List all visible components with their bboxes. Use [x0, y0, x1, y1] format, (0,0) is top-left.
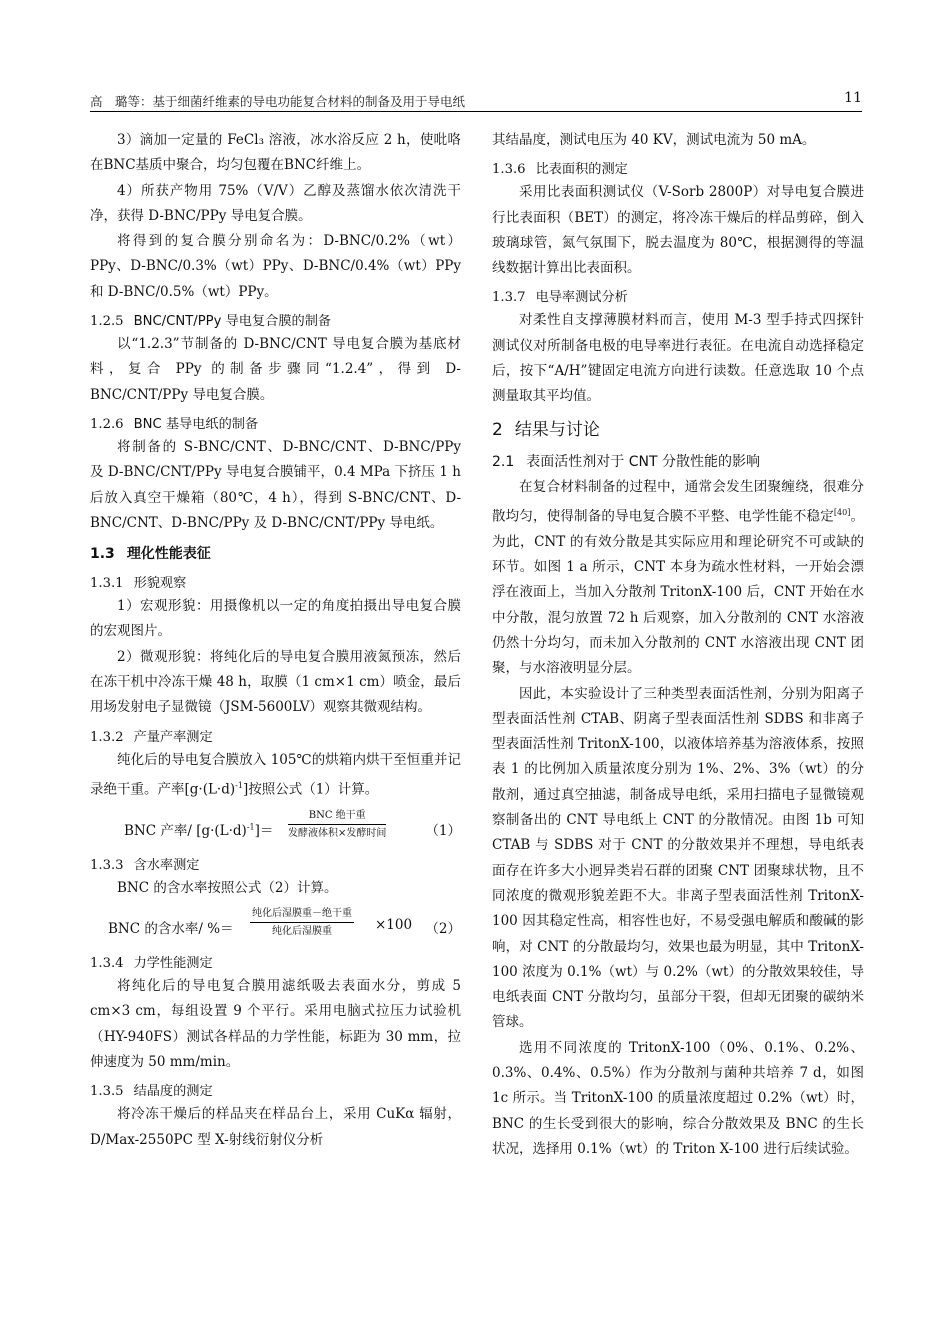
paragraph-continued: 其结晶度，测试电压为 40 KV，测试电流为 50 mA。: [492, 132, 816, 148]
heading-number: 2.1: [492, 453, 515, 470]
heading-text: 形貌观察: [133, 576, 187, 592]
heading-number: 1.3: [90, 546, 115, 563]
heading-1-3-1: [90, 574, 461, 594]
paragraph-step-4: 4）所获产物用 75%（V/V）乙醇及蒸馏水依次清洗干净，获得 D-BNC/PPy 导电复合膜。: [90, 182, 461, 224]
paragraph-1-3-6: 采用比表面积测试仪（V-Sorb 2800P）对导电复合膜进行比表面积（BET）的测定，将冷冻干燥后的样品剪碎，倒入玻璃球管，氮气氛围下，脱去温度为 80℃，根据测得的等温线数据计算出比表面积。: [492, 184, 864, 277]
fraction-numerator: BNC 绝干重: [288, 809, 386, 825]
heading-1-3-2: [90, 728, 461, 748]
text-run: ]＝: [254, 822, 274, 839]
heading-text: BNC 基导电纸的制备: [133, 416, 259, 432]
fraction-numerator: 纯化后湿膜重－绝干重: [250, 907, 354, 923]
formula-fraction: [250, 907, 354, 938]
formula-1: [90, 807, 461, 849]
paragraph-2-1-b: 因此，本实验设计了三种类型表面活性剂，分别为阳离子型表面活性剂 CTAB、阴离子型表面活性剂 SDBS 和非离子型表面活性剂 TritonX-100，以液体培养基为溶液体系，按照表 1 的比例加入质量浓度分别为 1%、2%、3%（wt）的分散剂，通过真空抽滤，制备成导电纸，采用扫描电子显微镜观察制备出的 CNT 导电纸上 CNT 的分散情况。由图 1b 可知 CTAB 与 SDBS 对于 CNT 的分散效果并不理想，导电纸表面存在许多大小迥异类岩石群的团聚 CNT 团聚球状物，且不同浓度的微观形貌差距不大。非离子型表面活性剂 TritonX-100 因其稳定性高，相容性也好，不易受强电解质和酸碱的影响，对 CNT 的分散最均匀，效果也最为明显，其中 TritonX-100 浓度为 0.1%（wt）与 0.2%（wt）的分散效果较佳，导电纸表面 CNT 分散均匀，虽部分干裂，但却无团聚的碳纳米管球。: [492, 685, 864, 1031]
paragraph-2-1-a: [492, 475, 864, 682]
superscript: -1: [235, 780, 243, 790]
heading-text: 含水率测定: [133, 857, 200, 873]
formula-2: [90, 905, 461, 947]
citation: [40]: [833, 507, 851, 517]
formula-multiplier: ×100: [375, 917, 413, 934]
heading-2: [492, 416, 864, 444]
heading-1-3: [90, 541, 461, 567]
text-run: BNC 产率/ [g·(L·d): [124, 822, 247, 839]
paragraph-macro-morphology: 1）宏观形貌：用摄像机以一定的角度拍摄出导电复合膜的宏观图片。: [90, 598, 461, 640]
paragraph-sample-names: 将得到的复合膜分别命名为：D-BNC/0.2%（wt）PPy、D-BNC/0.3%（wt）PPy、D-BNC/0.4%（wt）PPy 和 D-BNC/0.5%（wt）PPy。: [90, 233, 461, 300]
heading-number: 1.3.4: [90, 956, 124, 972]
heading-1-3-3: [90, 856, 461, 876]
paragraph-1-2-5: 以“1.2.3”节制备的 D-BNC/CNT 导电复合膜为基底材料，复合 PPy 的制备步骤同“1.2.4”，得到 D-BNC/CNT/PPy 导电复合膜。: [90, 336, 461, 403]
heading-1-3-4: [90, 954, 461, 974]
paragraph-step-3: 3）滴加一定量的 FeCl₃ 溶液，冰水浴反应 2 h，使吡咯在BNC基质中聚合，均匀包覆在BNC纤维上。: [90, 132, 461, 174]
paragraph-1-3-5: 将冷冻干燥后的样品夹在样品台上，采用 CuKα 辐射，D/Max-2550PC 型 X-射线衍射仪分析: [90, 1106, 461, 1148]
formula-lhs: BNC 的含水率/ %＝: [108, 921, 234, 938]
heading-1-3-7: [492, 288, 864, 308]
right-column: [492, 128, 864, 1162]
header-rule: [90, 111, 862, 112]
text-run: ]按照公式（1）计算。: [242, 781, 379, 798]
heading-text: 理化性能表征: [126, 546, 211, 563]
superscript: -1: [246, 822, 255, 832]
running-title: 高 璐等：基于细菌纤维素的导电功能复合材料的制备及用于导电纸: [90, 94, 466, 109]
paragraph-micro-morphology: 2）微观形貌：将纯化后的导电复合膜用液氮预冻，然后在冻干机中冷冻干燥 48 h，取膜（1 cm×1 cm）喷金，最后用场发射电子显微镜（JSM-5600LV）观察其微观结构。: [90, 648, 461, 716]
heading-number: 1.3.2: [90, 729, 124, 745]
heading-number: 1.3.7: [492, 290, 526, 306]
heading-number: 1.2.5: [90, 314, 124, 330]
heading-number: 1.2.6: [90, 416, 124, 432]
formula-lhs: [124, 819, 273, 839]
heading-text: 产量产率测定: [133, 729, 213, 745]
heading-1-3-6: [492, 160, 864, 180]
heading-1-2-5: [90, 312, 461, 332]
heading-1-2-6: [90, 415, 461, 435]
heading-text: 电导率测试分析: [535, 290, 628, 306]
heading-text: 比表面积的测定: [535, 162, 628, 178]
text-run: 。为此，CNT 的有效分散是其实际应用和理论研究不可或缺的环节。如图 1 a 所示，CNT 本身为疏水性材料，一开始会漂浮在液面上，当加入分散剂 TritonX-100 后，CNT 开始在水中分散，混匀放置 72 h 后观察，加入分散剂的 CNT 水溶液仍然十分均匀，而未加入分散剂的 CNT 水溶液出现 CNT 团聚，与水溶液明显分层。: [492, 508, 865, 677]
text-run: 纯化后的导电复合膜放入 105℃的烘箱内烘干至恒重并记录绝干重。产率[g·(L·d): [90, 751, 461, 798]
heading-number: 1.3.3: [90, 857, 124, 873]
paragraph-1-3-7: 对柔性自支撑薄膜材料而言，使用 M-3 型手持式四探针测试仪对所制备电极的电导率进行表征。在电流自动选择稳定后，按下“A/H”键固定电流方向进行读数。任意选取 10 个点测量取其平均值。: [492, 312, 864, 405]
heading-number: 1.3.6: [492, 162, 526, 178]
heading-number: 2: [492, 419, 503, 440]
running-header: [90, 86, 862, 112]
paragraph-1-3-4: 将纯化后的导电复合膜用滤纸吸去表面水分，剪成 5 cm×3 cm，每组设置 9 个平行。采用电脑式拉压力试验机（HY-940FS）测试各样品的力学性能，标距为 30 mm，拉伸速度为 50 mm/min。: [90, 978, 461, 1070]
fraction-denominator: 发酵液体积×发酵时间: [288, 827, 387, 839]
heading-text: 结晶度的测定: [133, 1084, 213, 1100]
equation-number: （1）: [425, 822, 461, 839]
heading-text: 表面活性剂对于 CNT 分散性能的影响: [526, 453, 760, 470]
equation-number: （2）: [425, 921, 461, 938]
heading-number: 1.3.5: [90, 1084, 124, 1100]
fraction-denominator: 纯化后湿膜重: [272, 926, 332, 938]
paragraph-1-3-3: BNC 的含水率按照公式（2）计算。: [117, 879, 338, 896]
heading-number: 1.3.1: [90, 576, 124, 592]
paragraph-2-1-c: 选用不同浓度的 TritonX-100（0%、0.1%、0.2%、0.3%、0.4%、0.5%）作为分散剂与菌种共培养 7 d，如图 1c 所示。当 TritonX-100 的质量浓度超过 0.2%（wt）时，BNC 的生长受到很大的影响，综合分散效果及 BNC 的生长状况，选择用 0.1%（wt）的 Triton X-100 进行后续试验。: [492, 1039, 864, 1157]
heading-text: 结果与讨论: [514, 419, 600, 440]
heading-1-3-5: [90, 1082, 461, 1102]
heading-text: BNC/CNT/PPy 导电复合膜的制备: [133, 314, 332, 330]
text-run: 在复合材料制备的过程中，通常会发生团聚缠绕，很难分散均匀，使得制备的导电复合膜不平整、电学性能不稳定: [492, 478, 864, 525]
formula-fraction: [288, 809, 386, 840]
paragraph-1-3-2: [90, 748, 461, 803]
heading-text: 力学性能测定: [133, 956, 213, 972]
heading-2-1: [492, 449, 864, 475]
page-number: 11: [844, 90, 862, 106]
paragraph-1-2-6: 将制备的 S-BNC/CNT、D-BNC/CNT、D-BNC/PPy 及 D-BNC/CNT/PPy 导电复合膜铺平，0.4 MPa 下挤压 1 h 后放入真空干燥箱（80℃，4 h），得到 S-BNC/CNT、D-BNC/CNT、D-BNC/PPy 及 D-BNC/CNT/PPy 导电纸。: [90, 438, 461, 531]
left-column: [90, 128, 461, 1153]
